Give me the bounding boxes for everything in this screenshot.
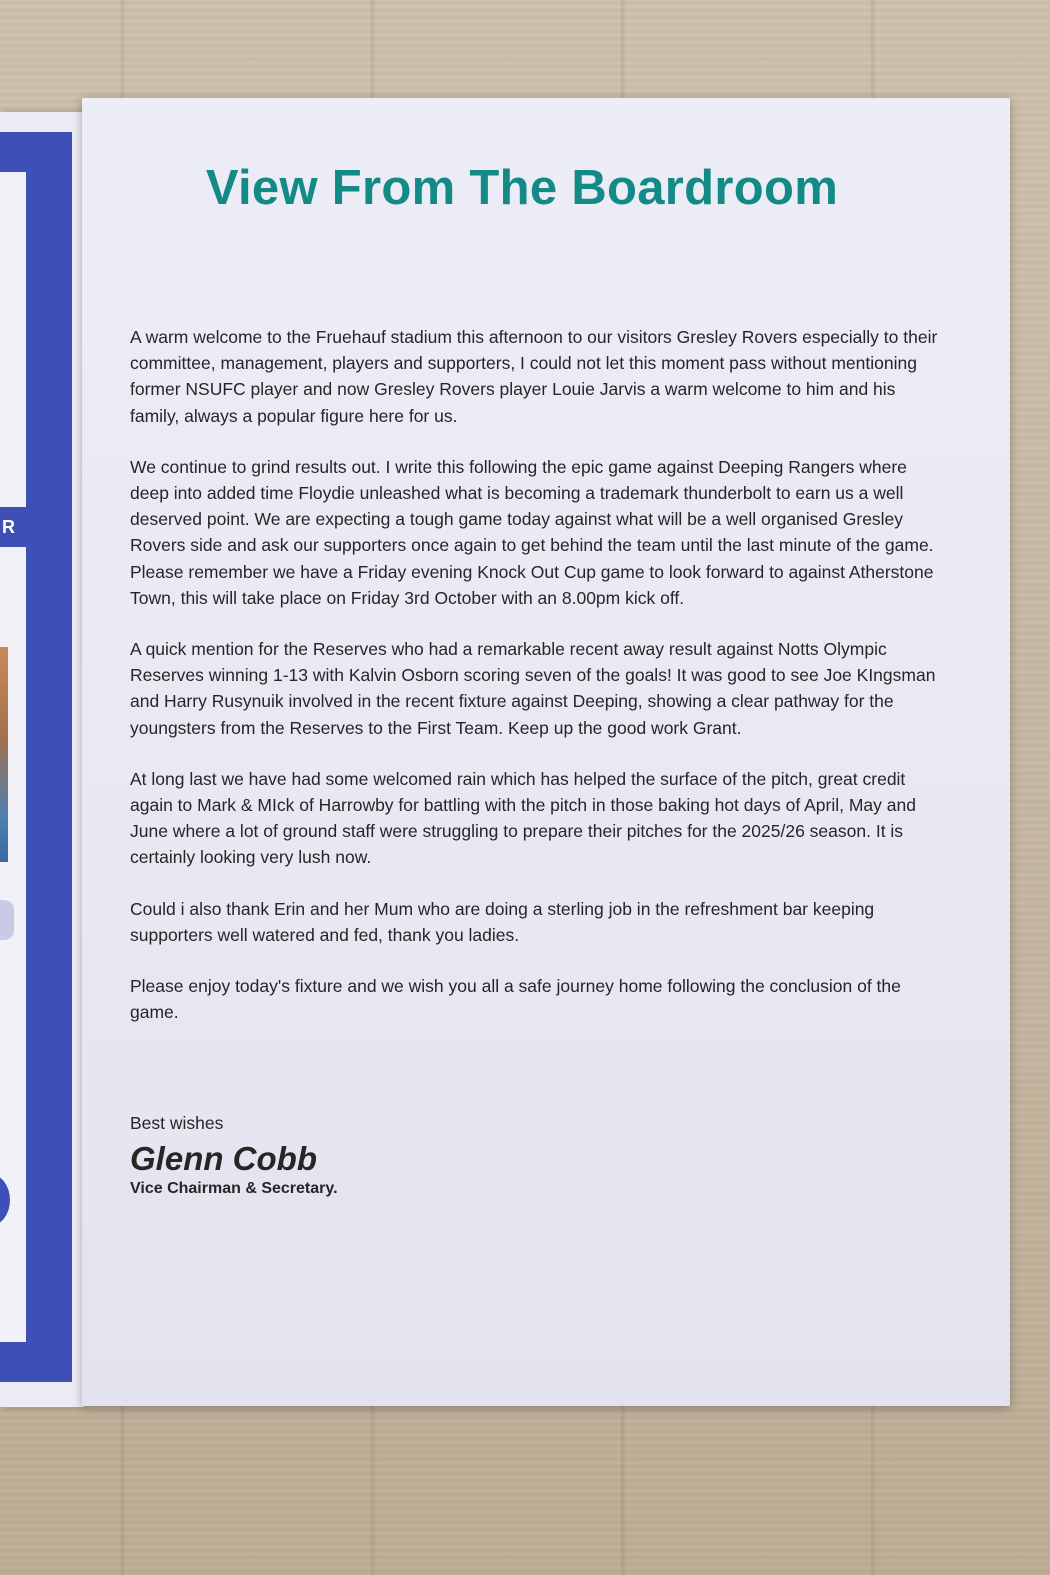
left-page-pill-shape	[0, 900, 14, 940]
page-title: View From The Boardroom	[205, 161, 839, 215]
paragraph-refreshments: Could i also thank Erin and her Mum who are doing a sterling job in the refreshment bar keeping supporters well watered and fed, thank you ladies.	[130, 898, 875, 945]
paragraph-closing: Please enjoy today's fixture and we wish you all a safe journey home following the conclusion of the game.	[130, 976, 901, 1023]
left-page-edge	[0, 112, 84, 1407]
paragraph-pitch: At long last we have had some welcomed rain which has helped the surface of the pitch, great credit again to Mark & MIck of Harrowby for battling with the pitch in those baking hot days of April, May and June where a lot of ground staff were struggling to prepare their pitches for the 2025/26 season. It is certainly looking very lush now.	[130, 768, 916, 868]
article-body	[130, 324, 940, 1050]
left-page-photo-strip	[0, 647, 8, 862]
paragraph-reserves: A quick mention for the Reserves who had a remarkable recent away result against Notts Olympic Reserves winning 1-13 with Kalvin Osborn scoring seven of the goals! It was good to see Joe KIngsman and Harry Rusynuik involved in the recent fixture against Deeping, showing a clear pathway for the youngsters from the Reserves to the First Team. Keep up the good work Grant.	[130, 639, 936, 738]
left-page-edge-letter: R	[0, 507, 26, 547]
signoff-wishes: Best wishes	[130, 1113, 224, 1133]
signoff-name: Glenn Cobb	[130, 1140, 317, 1177]
signoff-block	[130, 1110, 730, 1200]
signoff-role: Vice Chairman & Secretary.	[130, 1180, 338, 1197]
programme-page	[82, 98, 1010, 1406]
paragraph-results: We continue to grind results out. I write this following the epic game against Deeping Rangers where deep into added time Floydie unleashed what is becoming a trademark thunderbolt to earn us a well deserved point. We are expecting a tough game today against what will be a well organised Gresley Rovers side and ask our supporters once again to get behind the team until the last minute of the game. Please remember we have a Friday evening Knock Out Cup game to look forward to against Atherstone Town, this will take place on Friday 3rd October with an 8.00pm kick off.	[130, 456, 934, 608]
paragraph-welcome: A warm welcome to the Fruehauf stadium this afternoon to our visitors Gresley Rovers especially to their committee, management, players and supporters, I could not let this moment pass without mentioning former NSUFC player and now Gresley Rovers player Louie Jarvis a warm welcome to him and his family, always a popular figure here for us.	[130, 327, 938, 426]
